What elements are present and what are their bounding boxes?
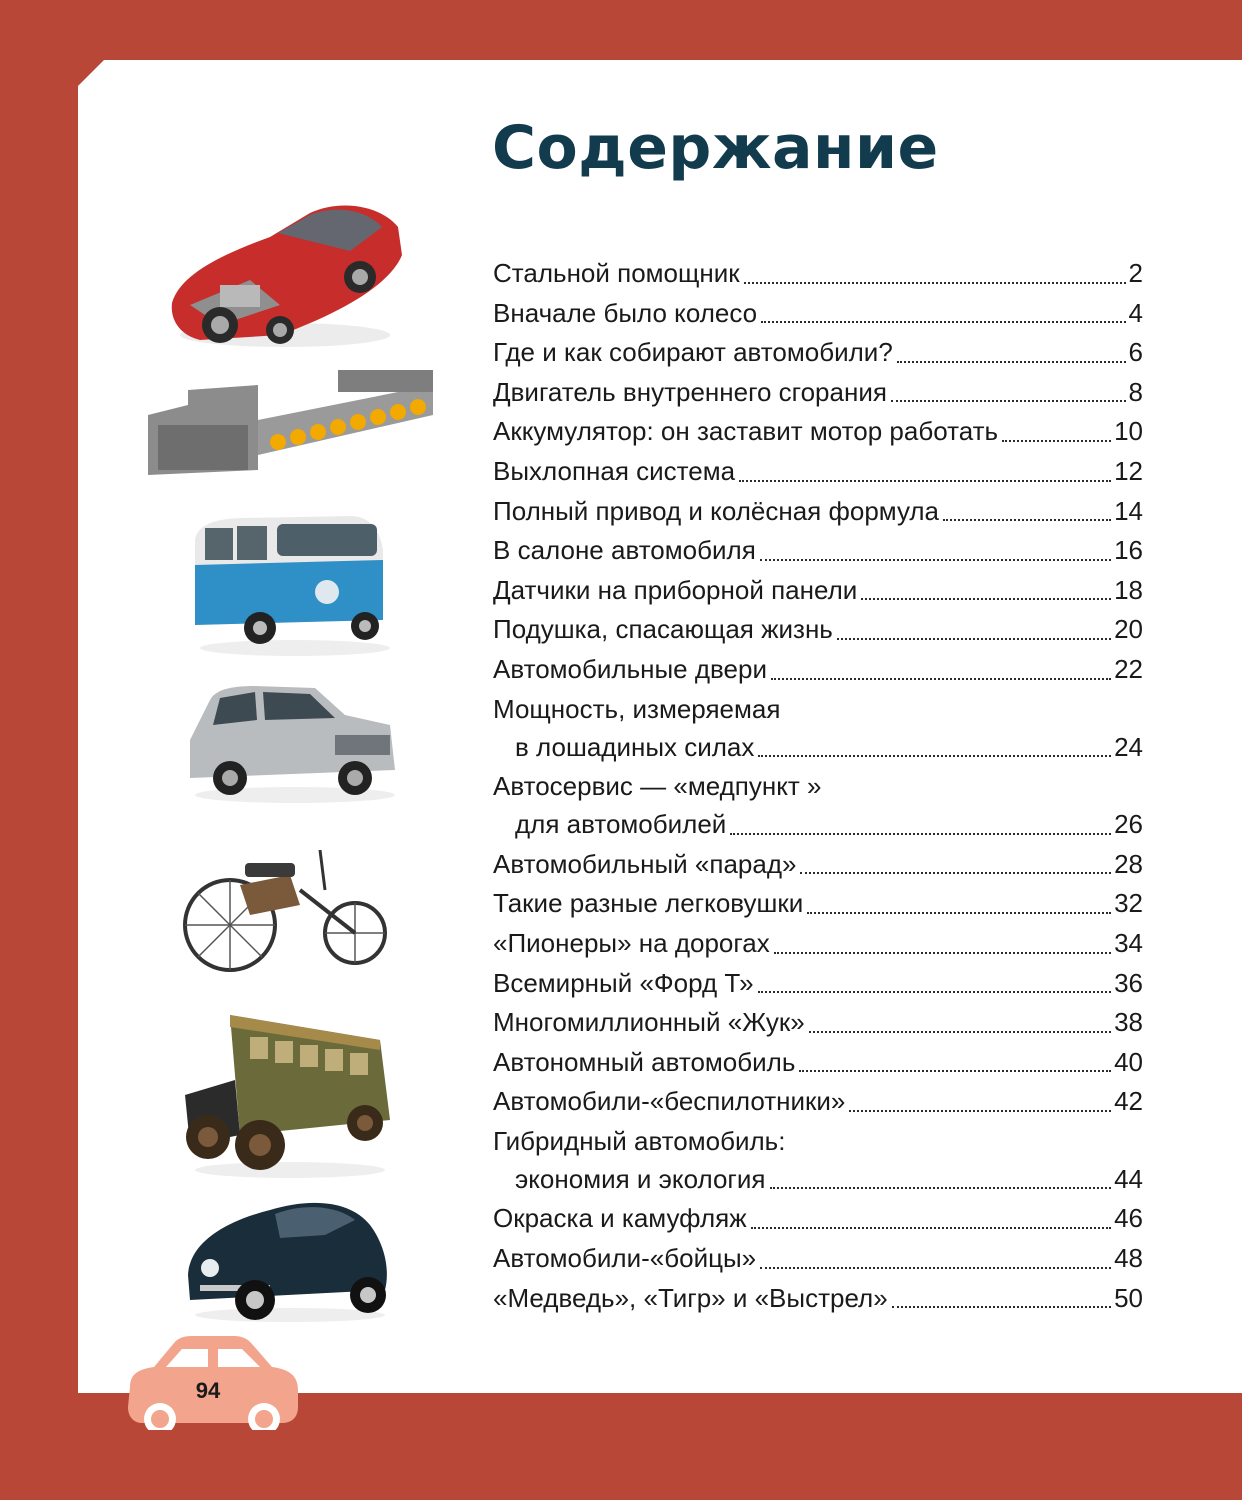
dot-leader <box>760 559 1111 561</box>
dot-leader <box>897 361 1126 363</box>
toc-entry-page: 12 <box>1114 455 1143 486</box>
toc-entry-title: в лошадиных силах <box>515 731 755 762</box>
dot-leader <box>807 912 1111 914</box>
benz-motorwagen-illustration <box>180 845 390 975</box>
toc-entry-page: 4 <box>1128 297 1143 328</box>
dot-leader <box>761 321 1125 323</box>
suv-illustration <box>185 680 400 805</box>
toc-entry-page: 10 <box>1114 416 1143 447</box>
toc-entry-title: для автомобилей <box>515 809 727 840</box>
toc-entry-title: экономия и экология <box>515 1163 766 1194</box>
toc-entry[interactable] <box>493 571 1143 611</box>
dot-leader <box>774 952 1111 954</box>
toc-entry-page: 32 <box>1114 888 1143 919</box>
table-of-contents <box>493 254 1143 1318</box>
toc-entry[interactable] <box>493 531 1143 571</box>
toc-entry-page: 22 <box>1114 653 1143 684</box>
toc-entry-title: Стальной помощник <box>493 258 740 288</box>
toc-entry-title: Двигатель внутреннего сгорания <box>493 376 887 407</box>
toc-entry[interactable] <box>493 1082 1143 1122</box>
toc-entry-title: Выхлопная система <box>493 455 736 486</box>
toc-entry-page: 44 <box>1114 1163 1143 1194</box>
toc-entry-page: 34 <box>1114 927 1143 958</box>
toc-entry-page: 36 <box>1114 967 1143 998</box>
toc-entry-page: 18 <box>1114 574 1143 605</box>
toc-entry-title: Подушка, спасающая жизнь <box>493 614 833 645</box>
dot-leader <box>892 1306 1111 1308</box>
page-number-car-badge <box>122 1335 302 1430</box>
toc-entry[interactable] <box>493 845 1143 885</box>
toc-entry-page: 26 <box>1114 809 1143 840</box>
dot-leader <box>943 519 1111 521</box>
dot-leader <box>849 1110 1111 1112</box>
toc-entry-page: 42 <box>1114 1086 1143 1117</box>
toc-entry-title: Многомиллионный «Жук» <box>493 1007 805 1038</box>
dot-leader <box>730 833 1111 835</box>
toc-entry-title: Автомобильный «парад» <box>493 848 797 879</box>
toc-entry-page: 14 <box>1114 495 1143 526</box>
toc-entry-page: 46 <box>1114 1203 1143 1234</box>
toc-entry-title: Окраска и камуфляж <box>493 1203 747 1234</box>
toc-entry-title: Всемирный «Форд Т» <box>493 967 754 998</box>
toc-entry[interactable] <box>493 924 1143 964</box>
toc-entry-title: Где и как собирают автомобили? <box>493 337 893 368</box>
dot-leader <box>809 1031 1111 1033</box>
toc-entry-page: 2 <box>1128 258 1143 288</box>
toc-entry-page: 6 <box>1128 337 1143 368</box>
vw-van-illustration <box>185 510 395 660</box>
toc-entry[interactable] <box>493 1160 1143 1200</box>
dot-leader <box>770 1187 1112 1189</box>
dot-leader <box>760 1267 1111 1269</box>
dot-leader <box>891 400 1126 402</box>
toc-entry-title: Автономный автомобиль <box>493 1046 796 1077</box>
toc-entry[interactable] <box>493 1199 1143 1239</box>
toc-entry-page: 40 <box>1114 1046 1143 1077</box>
toc-entry[interactable] <box>493 728 1143 768</box>
toc-entry-title: Автомобильные двери <box>493 653 767 684</box>
toc-entry-title: Полный привод и колёсная формула <box>493 495 939 526</box>
toc-entry-title-line1: Гибридный автомобиль: <box>493 1125 786 1156</box>
toc-entry-page: 20 <box>1114 614 1143 645</box>
toc-entry[interactable] <box>493 650 1143 690</box>
toc-entry[interactable] <box>493 294 1143 334</box>
dot-leader <box>861 598 1111 600</box>
toc-entry-page: 24 <box>1114 731 1143 762</box>
toc-entry-title: Автомобили-«беспилотники» <box>493 1086 846 1117</box>
toc-entry-page: 8 <box>1128 376 1143 407</box>
toc-entry-title: «Медведь», «Тигр» и «Выстрел» <box>493 1282 888 1313</box>
toc-entry-page: 28 <box>1114 848 1143 879</box>
assembly-line-illustration <box>148 360 438 495</box>
toc-entry-page: 16 <box>1114 535 1143 566</box>
toc-entry-title-line1: Автосервис — «медпункт » <box>493 771 822 802</box>
toc-entry-page: 48 <box>1114 1243 1143 1274</box>
dot-leader <box>758 991 1111 993</box>
dot-leader <box>771 678 1111 680</box>
dot-leader <box>739 480 1111 482</box>
toc-entry[interactable] <box>493 254 1143 294</box>
vintage-bus-illustration <box>180 1005 395 1180</box>
dot-leader <box>1002 440 1111 442</box>
toc-entry-title-line1: Мощность, измеряемая <box>493 693 781 724</box>
dot-leader <box>744 282 1126 284</box>
dot-leader <box>799 1070 1111 1072</box>
toc-entry-title: Аккумулятор: он заставит мотор работать <box>493 416 999 447</box>
toc-entry[interactable] <box>493 333 1143 373</box>
toc-entry[interactable] <box>493 373 1143 413</box>
toc-entry[interactable] <box>493 1043 1143 1083</box>
toc-entry[interactable] <box>493 1239 1143 1279</box>
toc-entry-title: Автомобили-«бойцы» <box>493 1243 757 1274</box>
vw-beetle-illustration <box>180 1190 395 1325</box>
toc-entry[interactable] <box>493 610 1143 650</box>
toc-entry-title: Вначале было колесо <box>493 297 758 328</box>
toc-entry-title: Такие разные легковушки <box>493 888 804 919</box>
toc-entry-page: 38 <box>1114 1007 1143 1038</box>
toc-entry[interactable] <box>493 1279 1143 1319</box>
page-number: 94 <box>195 1378 221 1403</box>
toc-entry[interactable] <box>493 1003 1143 1043</box>
toc-entry-title: В салоне автомобиля <box>493 535 756 566</box>
toc-entry[interactable] <box>493 964 1143 1004</box>
toc-entry-title: «Пионеры» на дорогах <box>493 927 770 958</box>
toc-entry[interactable] <box>493 492 1143 532</box>
toc-entry-page: 50 <box>1114 1282 1143 1313</box>
dot-leader <box>758 755 1111 757</box>
dot-leader <box>751 1227 1111 1229</box>
toc-entry[interactable] <box>493 884 1143 924</box>
toc-entry[interactable] <box>493 805 1143 845</box>
toc-entry[interactable] <box>493 452 1143 492</box>
cutaway-sedan-illustration <box>160 185 410 355</box>
dot-leader <box>837 638 1111 640</box>
toc-entry[interactable] <box>493 412 1143 452</box>
toc-entry-title: Датчики на приборной панели <box>493 574 858 605</box>
page-title: Содержание <box>492 113 939 183</box>
dot-leader <box>800 872 1111 874</box>
